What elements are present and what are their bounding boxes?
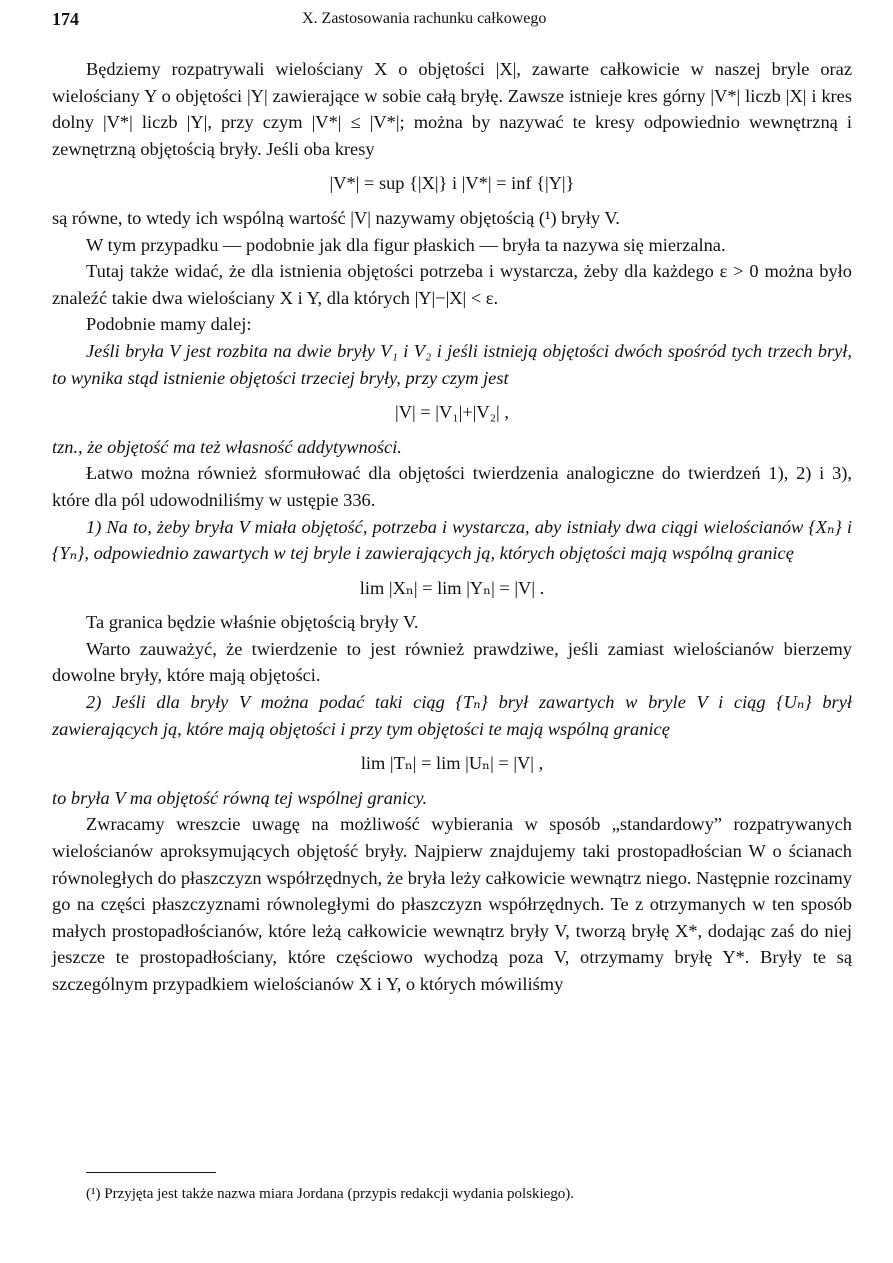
page-body (52, 56, 852, 998)
equation: lim |Tₙ| = lim |Uₙ| = |V| , (360, 753, 544, 774)
footnote: (¹) Przyjęta jest także nazwa miara Jordana (przypis redakcji wydania polskiego). (86, 1186, 575, 1202)
paragraph: są równe, to wtedy ich wspólną wartość |V| nazywamy objętością (¹) bryły V. (52, 207, 620, 228)
paragraph: Warto zauważyć, że twierdzenie to jest również prawdziwe, jeśli zamiast wielościanów bierzemy dowolne bryły, które mają objętości. (52, 638, 852, 686)
equation: lim |Xₙ| = lim |Yₙ| = |V| . (359, 577, 545, 598)
equation: |V| = |V₁|+|V₂| , (395, 402, 509, 423)
paragraph: W tym przypadku — podobnie jak dla figur płaskich — bryła ta nazywa się mierzalna. (86, 234, 726, 255)
paragraph: Tutaj także widać, że dla istnienia objętości potrzeba i wystarcza, żeby dla każdego ε > 0 można było znaleźć takie dwa wielościany X i Y, dla których |Y|−|X| < ε. (52, 261, 852, 308)
paragraph: Będziemy rozpatrywali wielościany X o objętości |X|, zawarte całkowicie w naszej bryle oraz wielościany Y o objętości |Y| zawierające w sobie całą bryłę. Zawsze istnieje kres górny |V*| liczb |X| i kres dolny |V*| liczb |Y|, przy czym |V*| ≤ |V*|; można by nazywać te kresy odpowiednio wewnętrzną i zewnętrzną objętością bryły. Jeśli oba kresy (52, 59, 852, 159)
paragraph: Zwracamy wreszcie uwagę na możliwość wybierania w sposób „standardowy” rozpatrywanych wielościanów aproksymujących objętość bryły. Najpierw znajdujemy taki prostopadłościan W o ścianach równoległych do płaszczyzn współrzędnych, że bryła leży całkowicie wewnątrz niego. Następnie rozcinamy go na części płaszczyznami równoległymi do płaszczyzn współrzędnych. Te z otrzymanych w ten sposób małych prostopadłościanów, które leżą całkowicie wewnątrz bryły V, tworzą bryłę X*, dodając zaś do niej jeszcze te prostopadłościany, które częściowo wychodzą poza V, otrzymamy bryłę Y*. Bryły te są szczególnym przypadkiem wielościanów X i Y, o których mówiliśmy (52, 814, 852, 994)
paragraph: Ta granica będzie właśnie objętością bryły V. (86, 612, 419, 633)
page-number: 174 (52, 9, 79, 29)
paragraph: Łatwo można również sformułować dla objętości twierdzenia analogiczne do twierdzeń 1), 2) i 3), które dla pól udowodniliśmy w ustępie 336. (52, 463, 852, 510)
page-header (52, 9, 852, 33)
paragraph: to bryła V ma objętość równą tej wspólnej granicy. (52, 787, 428, 808)
paragraph: tzn., że objętość ma też własność addytywności. (52, 436, 402, 457)
theorem: 1) Na to, żeby bryła V miała objętość, potrzeba i wystarcza, aby istniały dwa ciągi wielościanów {Xₙ} i {Yₙ}, odpowiednio zawartych w tej bryle i zawierających ją, których objętości mają wspólną granicę (52, 516, 852, 564)
paragraph: Podobnie mamy dalej: (86, 314, 252, 335)
theorem: 2) Jeśli dla bryły V można podać taki ciąg {Tₙ} brył zawartych w bryle V i ciąg {Uₙ} brył zawierających ją, które mają objętości i przy tym objętości te mają wspólną granicę (52, 692, 852, 739)
footnote-divider (86, 1172, 216, 1173)
running-title: X. Zastosowania rachunku całkowego (302, 10, 547, 27)
theorem: Jeśli bryła V jest rozbita na dwie bryły V₁ i V₂ i jeśli istnieją objętości dwóch spośród tych trzech brył, to wynika stąd istnienie objętości trzeciej bryły, przy czym jest (52, 340, 852, 388)
equation: |V*| = sup {|X|} i |V*| = inf {|Y|} (329, 173, 575, 194)
